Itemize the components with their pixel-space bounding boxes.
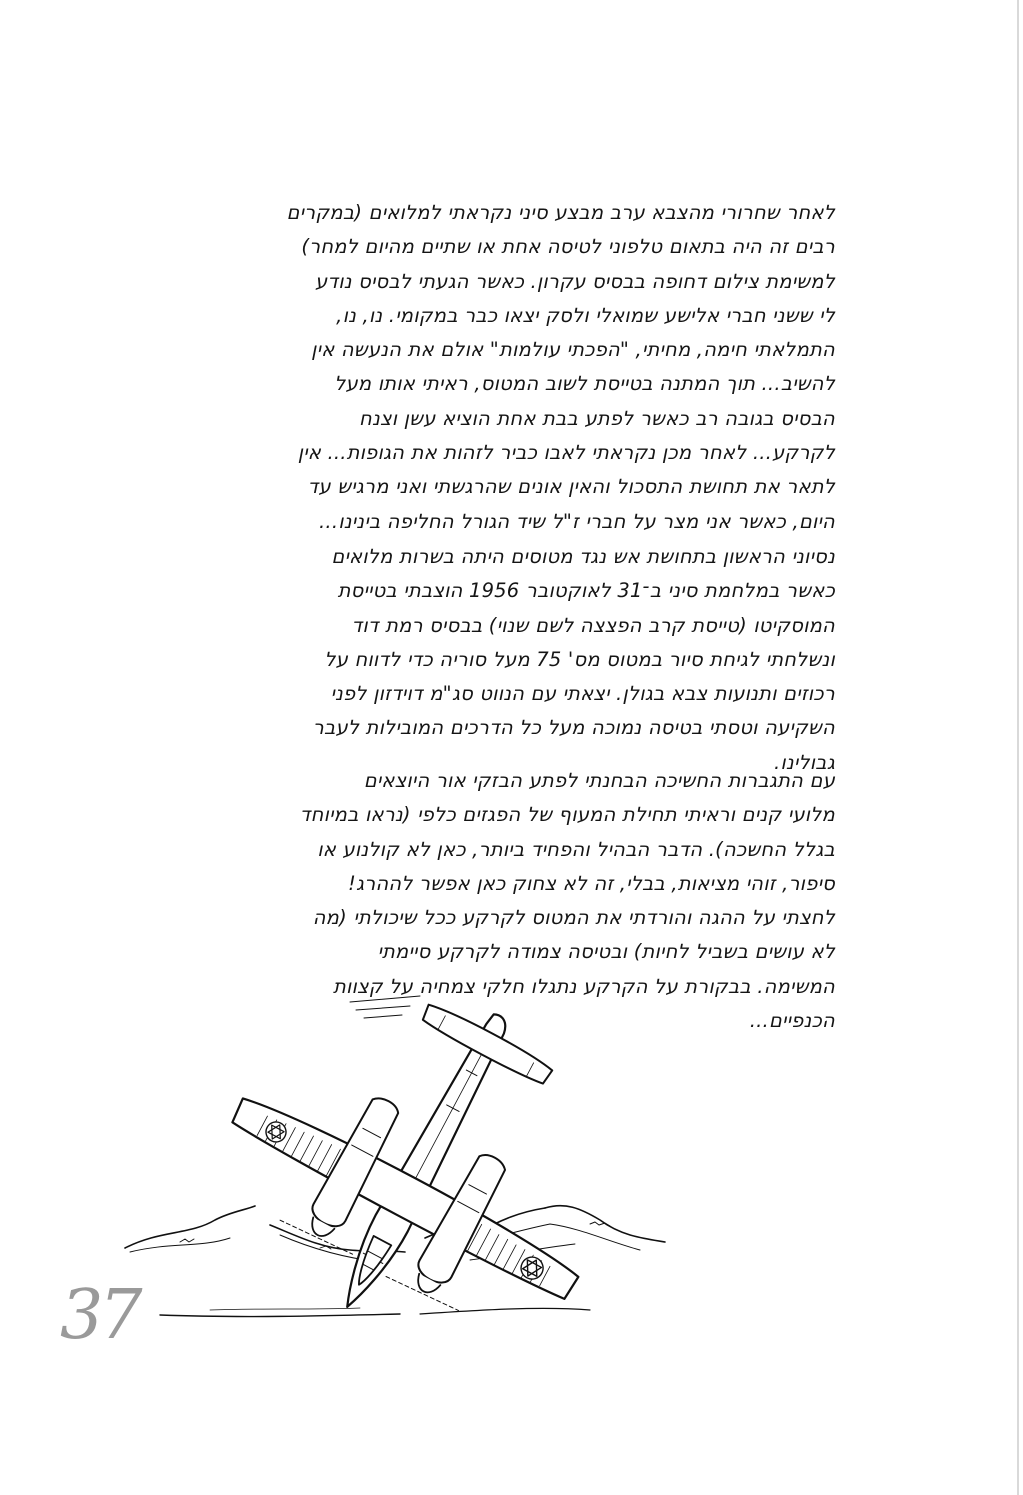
text-line: מלועי קנים וראיתי תחילת המעוף של הפגזים כלפי (נראו במיוחד — [299, 803, 835, 827]
text-line: ונשלחתי לגיחת סיור במטוס מס' 75 מעל סוריה כדי לדווח על — [324, 647, 835, 671]
text-line: המוסקיטו (טייסת קרב הפצצה לשם שנוי) בבסיס רמת דוד — [351, 613, 835, 637]
page-edge-shadow — [1017, 0, 1019, 1495]
speed-lines — [350, 996, 420, 1018]
text-line: לי ששני חברי אלישע שמואלי ולסק יצאו כבר במקומי. נו, נו, — [336, 303, 835, 327]
text-line: למשימת צילום דחופה בבסיס עקרון. כאשר הגעתי לבסיס נודע — [314, 269, 835, 293]
text-line: כאשר במלחמת סיני ב־31 לאוקטובר 1956 הוצבתי בטייסת — [337, 579, 835, 603]
text-line: הבסיס בגובה רב כאשר לפתע בבת אחת הוציא עשן וצנח — [359, 406, 835, 430]
paragraph-1 — [235, 196, 835, 539]
text-line: המשימה. בבקורת על הקרקע נתגלו חלקי צמחיה על קצוות — [332, 974, 835, 998]
text-line: השקיעה וטסתי בטיסה נמוכה מעל כל הדרכים המובילות לעבר — [312, 716, 835, 740]
text-line: לתאר את תחושת התסכול והאין אונים שהרגשתי ואני מרגיש עד — [307, 475, 835, 499]
text-line: לא עושים בשביל לחיות) ובטיסה צמודה לקרקע סיימתי — [377, 940, 835, 964]
mosquito-aircraft-illustration — [120, 980, 680, 1360]
text-line: גבולינו. — [774, 750, 835, 774]
text-line: לקרקע... לאחר מכן נקראתי לאבו כביר לזהות את הגופות... אין — [297, 441, 835, 465]
paragraph-2 — [235, 540, 835, 780]
text-line: רכוזים ותנועות צבא בגולן. יצאתי עם הנווט סג"מ דוידזון לפני — [330, 682, 835, 706]
text-line: בגלל החשכה). הדבר הבהיל והפחיד ביותר, כאן לא קולנוע או — [317, 837, 835, 861]
page-number: 37 — [60, 1276, 139, 1355]
text-line: לחצתי על ההגה והורדתי את המטוס לקרקע ככל שיכולתי (מה — [312, 906, 835, 930]
text-line: נסיוני הראשון בתחושת אש נגד מטוסים היתה בשרות מלואים — [331, 545, 835, 568]
text-line: רבים זה היה בתאום טלפוני לטיסה אחת או שתיים מהיום למחר) — [301, 235, 835, 259]
text-line: היום, כאשר אני מצר על חברי ז"ל שיד הגורל החליפה בינינו... — [319, 509, 835, 533]
text-line: עם התגברות החשיכה הבחנתי לפתע הבזקי אור היוצאים — [363, 769, 835, 792]
text-line: התמלאתי חימה, מחיתי, "הפכתי עולמות" אולם את הנעשה אין — [311, 338, 835, 362]
text-line: הכנפיים... — [749, 1009, 835, 1033]
text-line: להשיב... תוך המתנה בטייסת לשוב המטוס, ראיתי אותו מעל — [334, 372, 835, 396]
aircraft — [179, 980, 669, 1360]
text-line: לאחר שחרורי מהצבא ערב מבצע סיני נקראתי למלואים (במקרים — [286, 201, 835, 224]
text-line: סיפור, זוהי מציאות, בבלי, זה לא צחוק כאן אפשר לההרג! — [348, 871, 835, 895]
